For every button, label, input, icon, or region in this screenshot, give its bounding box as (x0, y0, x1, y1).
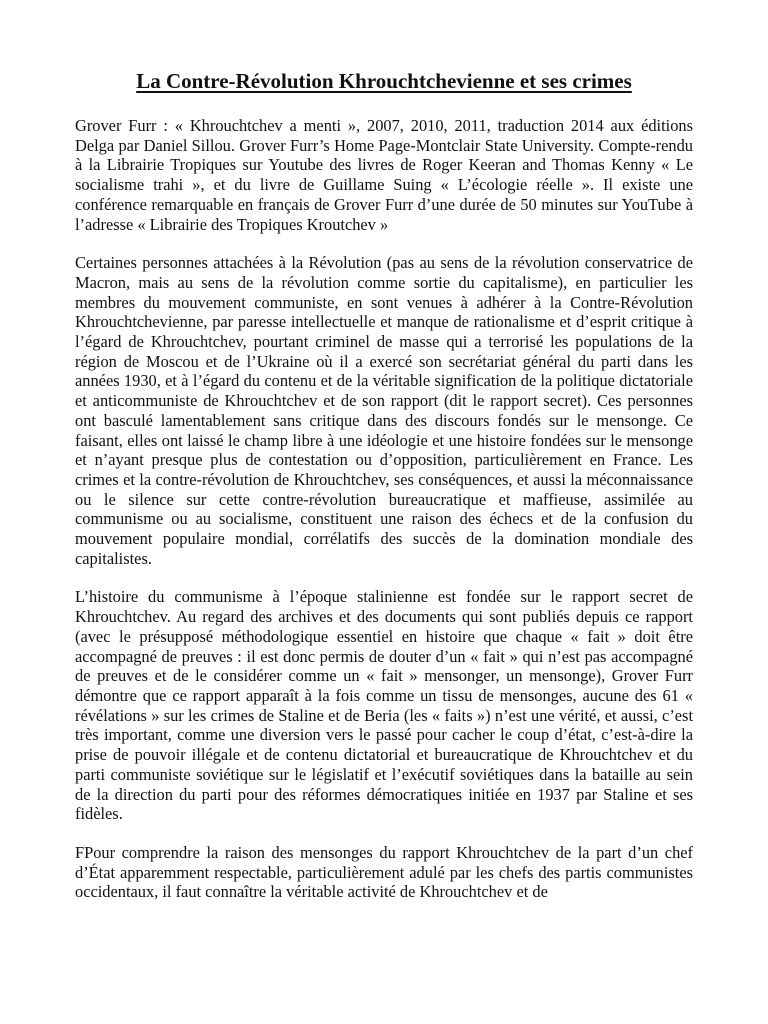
paragraph-counter-revolution: Certaines personnes attachées à la Révolution (pas au sens de la révolution conservatrice de Macron, mais au sens de la révolution comme sortie du capitalisme), en particulier les membres du mouvement communiste, en sont venues à adhérer à la Contre-Révolution Khrouchtchevienne, par paresse intellectuelle et manque de rationalisme et d’esprit critique à l’égard de Khrouchtchev, pourtant criminel de masse qui a terrorisé les populations de la région de Moscou et de l’Ukraine où il a exercé son secrétariat général du parti dans les années 1930, et à l’égard du contenu et de la véritable signification de la politique dictatoriale et anticommuniste de Khrouchtchev et de son rapport (dit le rapport secret). Ces personnes ont basculé lamentablement sans critique dans des discours fondés sur le mensonge. Ce faisant, elles ont laissé le champ libre à une idéologie et une histoire fondées sur le mensonge et n’ayant presque plus de contestation ou d’opposition, particulièrement en France. Les crimes et la contre-révolution de Khrouchtchev, ses conséquences, et aussi la méconnaissance ou le silence sur cette contre-révolution bureaucratique et maffieuse, assimilée au communisme ou au socialisme, constituent une raison des échecs et de la confusion du mouvement populaire mondial, corrélatifs des succès de la domination mondiale des capitalistes. (75, 253, 693, 568)
document-title: La Contre-Révolution Khrouchtchevienne et ses crimes (136, 69, 632, 93)
paragraph-history-stalin-era: L’histoire du communisme à l’époque stalinienne est fondée sur le rapport secret de Khrouchtchev. Au regard des archives et des documents qui sont publiés depuis ce rapport (avec le présupposé méthodologique essentiel en histoire que chaque « fait » doit être accompagné de preuves : il est donc permis de douter d’un « fait » qui n’est pas accompagné de preuves et de le considérer comme un « fait » mensonger, un mensonge), Grover Furr démontre que ce rapport apparaît à la fois comme un tissu de mensonges, aucune des 61 « révélations » sur les crimes de Staline et de Beria (les « faits ») n’est une vérité, et aussi, c’est très important, comme une diversion vers le passé pour cacher le coup d’état, c’est-à-dire la prise de pouvoir illégale et de contenu dictatorial et bureaucratique de Khrouchtchev et du parti communiste soviétique sur le législatif et l’exécutif soviétiques dans la bataille au sein de la direction du parti pour des réformes démocratiques initiée en 1937 par Staline et ses fidèles. (75, 587, 693, 824)
paragraph-sources: Grover Furr : « Khrouchtchev a menti », 2007, 2010, 2011, traduction 2014 aux éditions Delga par Daniel Sillou. Grover Furr’s Home Page-Montclair State University. Compte-rendu à la Librairie Tropiques sur Youtube des livres de Roger Keeran and Thomas Kenny « Le socialisme trahi », et du livre de Guillame Suing « L’écologie réelle ». Il existe une conférence remarquable en français de Grover Furr d’une durée de 50 minutes sur YouTube à l’adresse « Librairie des Tropiques Kroutchev » (75, 116, 693, 234)
document-page (75, 68, 693, 921)
paragraph-understanding-lies: FPour comprendre la raison des mensonges du rapport Khrouchtchev de la part d’un chef d’État apparemment respectable, particulièrement adulé par les chefs des partis communistes occidentaux, il faut connaître la véritable activité de Khrouchtchev et de (75, 842, 693, 902)
